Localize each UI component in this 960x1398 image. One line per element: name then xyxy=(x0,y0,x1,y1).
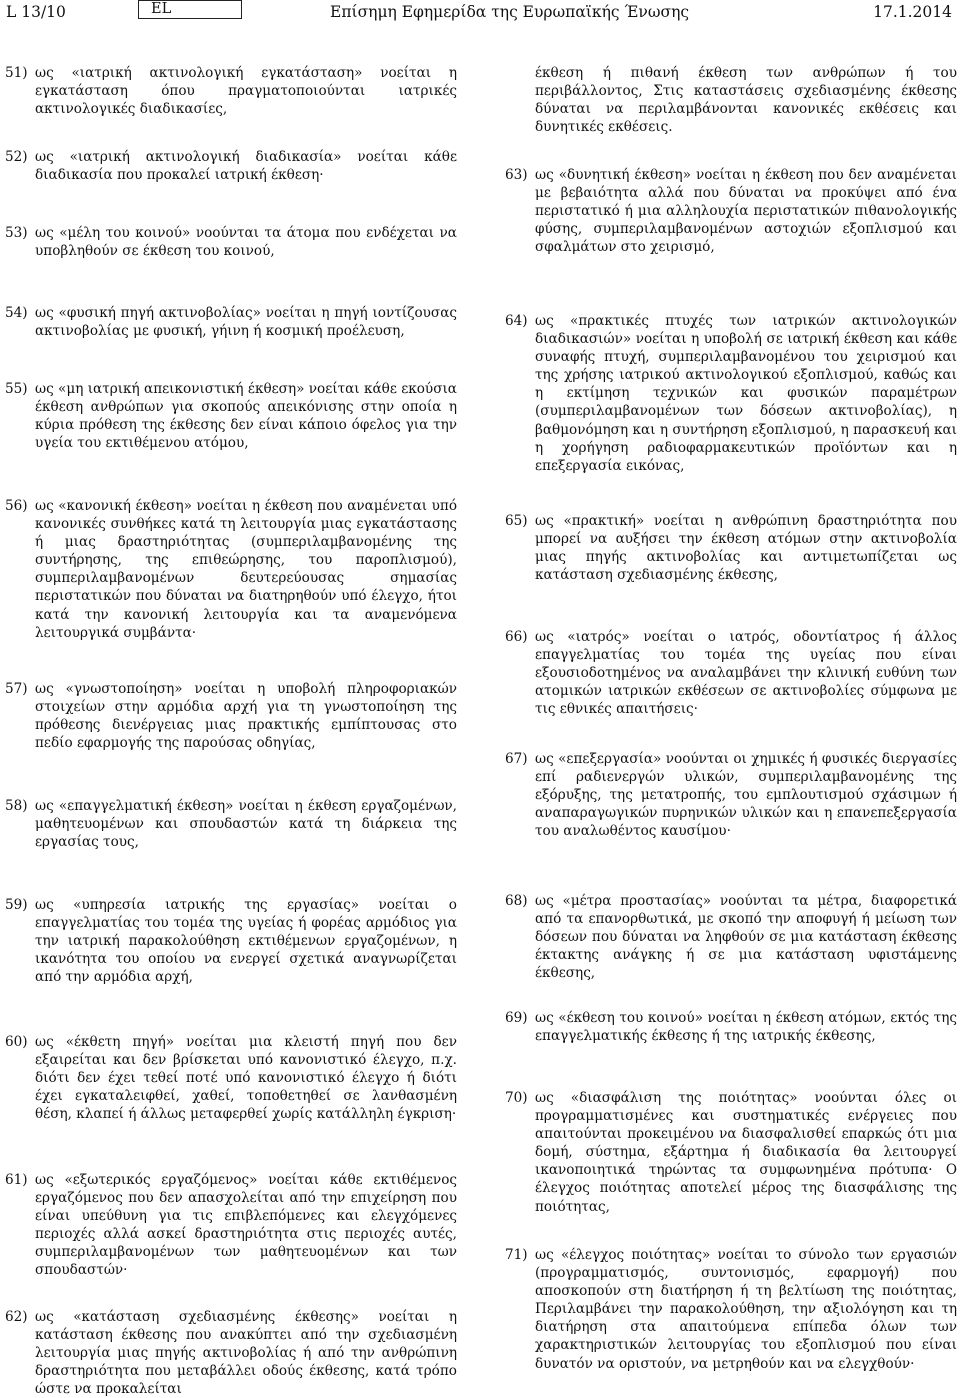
definition-item xyxy=(5,304,457,340)
item-number: 58) xyxy=(5,798,28,814)
item-text: ως «διασφάλιση της ποιότητας» νοούνται όλες οι προγραμματισμένες και συστηματικές ενέργειες που απαιτούνται προκειμένου να διασφαλισθεί επαρκώς ότι μια δομή, σύστημα, εξάρτημα ή διαδικασία θα λειτουργεί ικανοποιητικά τηρώντας τα συμφωνημένα πρότυπα· Ο έλεγχος ποιότητας αποτελεί μέρος της διασφάλισης της ποιότητας, xyxy=(535,1090,957,1215)
item-number: 68) xyxy=(505,893,528,909)
item-text: ως «έκθετη πηγή» νοείται μια κλειστή πηγή που δεν εξαιρείται και δεν βρίσκεται υπό κανονιστικό έλεγχο, π.χ. διότι δεν έχει τεθεί ποτέ υπό κανονιστικό έλεγχο ή διότι έχει εγκαταλειφθεί, χαθεί, τοποθετηθεί σε λανθασμένη θέση, κλαπεί ή άλλως μεταφερθεί χωρίς κατάλληλη έγκριση· xyxy=(35,1034,457,1123)
page-header xyxy=(0,0,960,24)
item-number: 71) xyxy=(505,1247,528,1263)
definition-item xyxy=(505,312,957,475)
item-text: ως «μέτρα προστασίας» νοούνται τα μέτρα, διαφορετικά από τα επανορθωτικά, με σκοπό την αποφυγή ή μείωση των δόσεων που δύναται να ληφθούν σε μια κατάσταση έκθεσης έκτακτης ανάγκης ή σε μια κατάσταση υφιστάμενης έκθεσης, xyxy=(535,893,957,982)
definition-item xyxy=(5,380,457,452)
item-number: 53) xyxy=(5,225,28,241)
item-number: 52) xyxy=(5,149,28,165)
item-text: ως «φυσική πηγή ακτινοβολίας» νοείται η πηγή ιοντίζουσας ακτινοβολίας με φυσική, γήινη ή κοσμική προέλευση, xyxy=(35,305,457,340)
item-text: ως «κανονική έκθεση» νοείται η έκθεση που αναμένεται υπό κανονικές συνθήκες κατά τη λειτουργία μιας εγκατάστασης ή μιας δραστηριότητας (συμπεριλαμβανομένης της συντήρησης, της επιθεώρησης, του παροπλισμού), συμπεριλαμβανομένων δευτερεύουσας σημασίας περιστατικών που δύναται να διατηρηθούν υπό έλεγχο, ήτοι κατά την κανονική λειτουργία και τα αναμενόμενα λειτουργικά συμβάντα· xyxy=(35,498,457,641)
item-number: 61) xyxy=(5,1172,28,1188)
item-text: ως «γνωστοποίηση» νοείται η υποβολή πληροφοριακών στοιχείων στην αρμόδια αρχή για τη γνωστοποίηση της πρόθεσης διενέργειας μιας πρακτικής εμπίπτουσας στο πεδίο εφαρμογής της παρούσας οδηγίας, xyxy=(35,681,457,752)
continuation-text: έκθεση ή πιθανή έκθεση των ανθρώπων ή του περιβάλλοντος, Στις καταστάσεις σχεδιασμένης έκθεσης δύναται να περιλαμβάνονται κανονικές εκθέσεις και δυνητικές εκθέσεις. xyxy=(535,65,957,136)
item-number: 55) xyxy=(5,381,28,397)
definition-item xyxy=(505,166,957,256)
item-text: ως «έκθεση του κοινού» νοείται η έκθεση ατόμων, εκτός της επαγγελματικής έκθεσης ή της ιατρικής έκθεσης, xyxy=(535,1010,957,1045)
item-text: ως «πρακτικές πτυχές των ιατρικών ακτινολογικών διαδικασιών» νοείται η υποβολή σε ιατρική έκθεση και κάθε συναφής πτυχή, συμπεριλαμβανομένου του χειρισμού και της χρήσης ιατρικού ακτινολογικού εξοπλισμού, καθώς και η εκτίμηση τεχνικών και φυσικών παραμέτρων (συμπεριλαμβανομένων των δόσεων ακτινοβολίας), η βαθμονόμηση και η συντήρηση εξοπλισμού, η παρασκευή και η χορήγηση ραδιοφαρμακευτικών προϊόντων και η επεξεργασία εικόνας, xyxy=(535,313,957,474)
item-number: 65) xyxy=(505,513,528,529)
item-number: 67) xyxy=(505,751,528,767)
item-text: ως «ιατρός» νοείται ο ιατρός, οδοντίατρος ή άλλος επαγγελματίας του τομέα της υγείας που είναι εξουσιοδοτημένος να αναλαμβάνει την κλινική ευθύνη των ατομικών ιατρικών εκθέσεων σε ακτινοβολίες σύμφωνα με τις εθνικές απαιτήσεις· xyxy=(535,629,957,718)
definition-item xyxy=(5,224,457,260)
definition-item xyxy=(505,512,957,584)
item-number: 56) xyxy=(5,498,28,514)
item-number: 63) xyxy=(505,167,528,183)
item-number: 54) xyxy=(5,305,28,321)
item-text: ως «δυνητική έκθεση» νοείται η έκθεση που δεν αναμένεται με βεβαιότητα αλλά που δύναται να προκύψει από ένα περιστατικό ή μια αλληλουχία περιστατικών πιθανολογικής φύσης, συμπεριλαμβανομένων αστοχιών εξοπλισμού και σφαλμάτων στο χειρισμό, xyxy=(535,167,957,256)
item-text: ως «επεξεργασία» νοούνται οι χημικές ή φυσικές διεργασίες επί ραδιενεργών υλικών, συμπεριλαμβανομένης της εξόρυξης, της μετατροπής, του εμπλουτισμού σχάσιμων ή αναπαραγωγικών πυρηνικών υλικών και η επανεπεξεργασία του αναλωθέντος καυσίμου· xyxy=(535,751,957,840)
item-number: 57) xyxy=(5,681,28,697)
item-text: ως «μη ιατρική απεικονιστική έκθεση» νοείται κάθε εκούσια έκθεση ανθρώπων για σκοπούς απεικόνισης στην οποία η κύρια πρόθεση της έκθεσης δεν είναι κάποιο όφελος για την υγεία του εκτιθέμενου ατόμου, xyxy=(35,381,457,452)
item-text: ως «εξωτερικός εργαζόμενος» νοείται κάθε εκτιθέμενος εργαζόμενος που δεν απασχολείται από την επιχείρηση που είναι υπεύθυνη για τις επιβλεπόμενες και ελεγχόμενες περιοχές αλλά ασκεί δραστηριότητα στις περιοχές αυτές, συμπεριλαμβανομένων των μαθητευομένων και των σπουδαστών· xyxy=(35,1172,457,1279)
definition-item xyxy=(505,1246,957,1373)
definition-item xyxy=(505,628,957,718)
item-number: 70) xyxy=(505,1090,528,1106)
definition-item xyxy=(5,797,457,851)
item-number: 51) xyxy=(5,65,28,81)
definition-item xyxy=(5,1033,457,1123)
continued-text xyxy=(505,64,957,136)
language-badge: EL xyxy=(138,0,242,19)
definition-item xyxy=(505,892,957,982)
item-text: ως «μέλη του κοινού» νοούνται τα άτομα που ενδέχεται να υποβληθούν σε έκθεση του κοινού, xyxy=(35,225,457,260)
item-text: ως «πρακτική» νοείται η ανθρώπινη δραστηριότητα που μπορεί να αυξήσει την έκθεση ατόμων στην ακτινοβολία μιας πηγής ακτινοβολίας και αντιμετωπίζεται ως κατάσταση σχεδιασμένης έκθεσης, xyxy=(535,513,957,584)
item-number: 69) xyxy=(505,1010,528,1026)
definition-item xyxy=(5,497,457,642)
item-number: 64) xyxy=(505,313,528,329)
definition-item xyxy=(505,750,957,840)
item-text: ως «ιατρική ακτινολογική διαδικασία» νοείται κάθε διαδικασία που προκαλεί ιατρική έκθεση· xyxy=(35,149,457,184)
item-number: 60) xyxy=(5,1034,28,1050)
definition-item xyxy=(5,148,457,184)
item-text: ως «ιατρική ακτινολογική εγκατάσταση» νοείται η εγκατάσταση όπου πραγματοποιούνται ιατρικές ακτινολογικές διαδικασίες, xyxy=(35,65,457,118)
definition-item xyxy=(5,64,457,118)
item-number: 66) xyxy=(505,629,528,645)
definition-item xyxy=(5,896,457,986)
definition-item xyxy=(5,1171,457,1280)
item-text: ως «κατάσταση σχεδιασμένης έκθεσης» νοείται η κατάσταση έκθεσης που ανακύπτει από την σχεδιασμένη λειτουργία μιας πηγής ακτινοβολίας ή από την ανθρώπινη δραστηριότητα που μεταβάλλει οδούς έκθεσης, κατά τρόπο ώστε να προκαλείται xyxy=(35,1309,457,1398)
publication-date: 17.1.2014 xyxy=(873,3,952,21)
item-text: ως «υπηρεσία ιατρικής της εργασίας» νοείται ο επαγγελματίας του τομέα της υγείας ή φορέας αρμόδιος για την ιατρική παρακολούθηση εκτιθέμενων εργαζομένων, η ικανότητα του οποίου να ενεργεί σχετικά αναγνωρίζεται από την αρμόδια αρχή, xyxy=(35,897,457,986)
page-reference: L 13/10 xyxy=(6,3,66,21)
item-text: ως «έλεγχος ποιότητας» νοείται το σύνολο των εργασιών (προγραμματισμός, συντονισμός, εφαρμογή) που αποσκοπούν στη διατήρηση ή τη βελτίωση της ποιότητας, Περιλαμβάνει την παρακολούθηση, την αξιολόγηση και τη διατήρηση στα απαιτούμενα επίπεδα όλων των χαρακτηριστικών λειτουργίας του εξοπλισμού που είναι δυνατόν να οριστούν, να μετρηθούν και να ελεγχθούν· xyxy=(535,1247,957,1372)
journal-title: Επίσημη Εφημερίδα της Ευρωπαϊκής Ένωσης xyxy=(330,3,690,21)
item-number: 62) xyxy=(5,1309,28,1325)
definition-item xyxy=(505,1089,957,1216)
item-text: ως «επαγγελματική έκθεση» νοείται η έκθεση εργαζομένων, μαθητευομένων και σπουδαστών κατά τη διάρκεια της εργασίας τους, xyxy=(35,798,457,851)
definition-item xyxy=(5,680,457,752)
definition-item xyxy=(505,1009,957,1045)
definition-item xyxy=(5,1308,457,1398)
item-number: 59) xyxy=(5,897,28,913)
